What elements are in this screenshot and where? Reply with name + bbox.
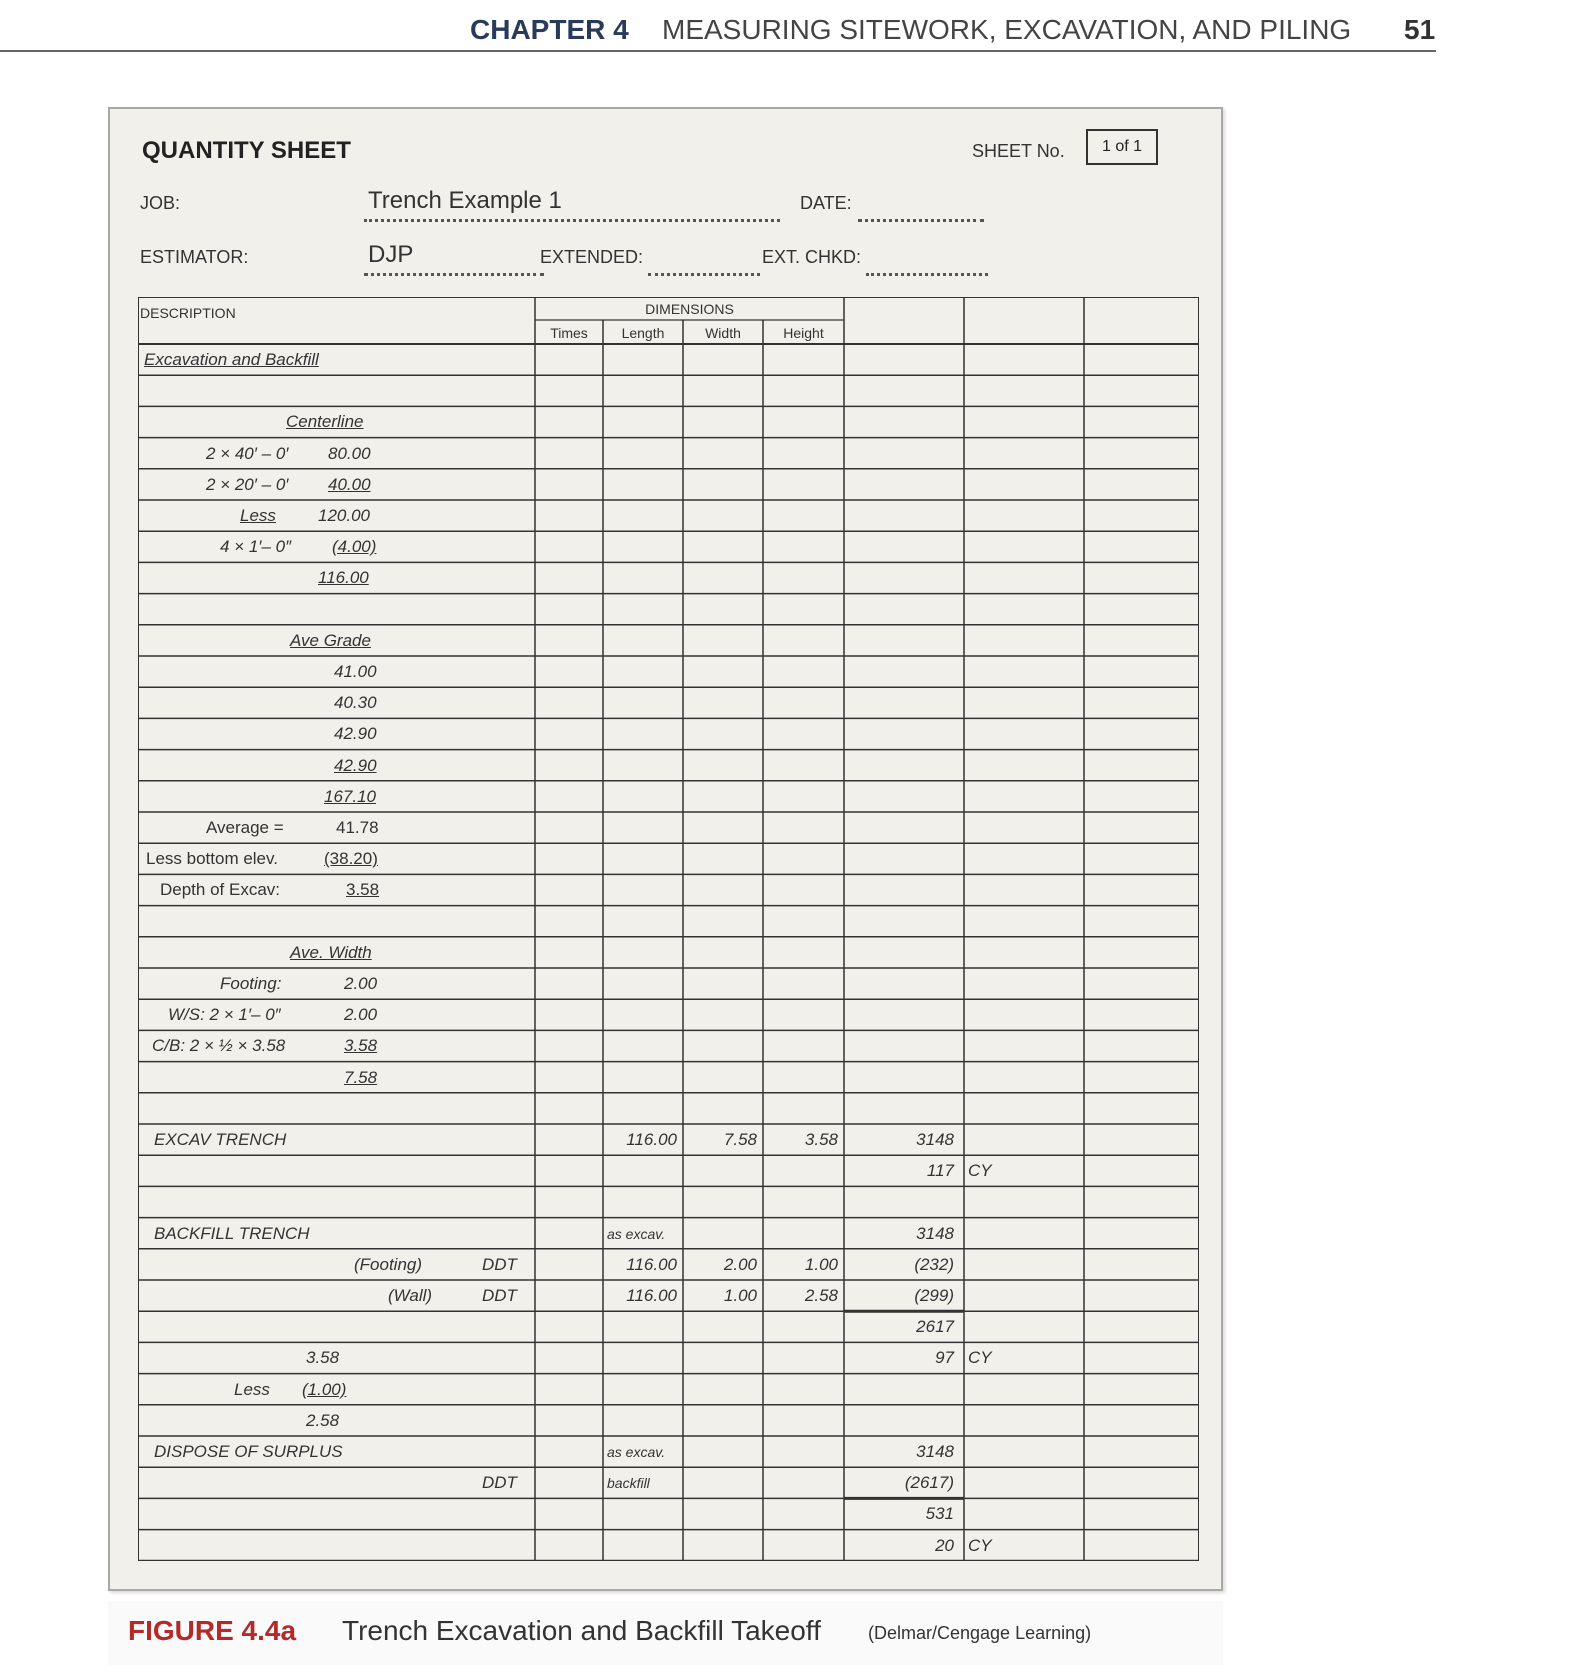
sheet-no-box: 1 of 1 — [1086, 129, 1158, 165]
chapter-title: MEASURING SITEWORK, EXCAVATION, AND PILING — [662, 14, 1352, 45]
description-text: Less bottom elev. — [146, 849, 278, 869]
description-text: Less — [240, 506, 276, 525]
sheet-title: QUANTITY SHEET — [142, 137, 351, 164]
description-text: 42.90 — [334, 755, 377, 775]
unit-value: CY — [968, 1161, 992, 1181]
unit-value: CY — [968, 1535, 992, 1555]
figure-label: FIGURE 4.4a — [128, 1615, 297, 1646]
description-text: Excavation and Backfill — [144, 350, 319, 369]
table-grid-lines — [138, 297, 1199, 1561]
header-description: DESCRIPTION — [140, 305, 236, 321]
quantity-value: (2617) — [904, 1473, 954, 1493]
dimension-height-value: 2.58 — [804, 1286, 838, 1305]
quantity-table — [138, 297, 1199, 1573]
description-text: 120.00 — [318, 506, 370, 525]
description-text: 2.00 — [344, 1005, 378, 1025]
dimension-length-value: backfill — [607, 1475, 650, 1492]
description-text: Centerline — [286, 412, 364, 432]
dimension-length-value: 116.00 — [626, 1254, 677, 1274]
quantity-value: 20 — [935, 1535, 954, 1555]
description-text: Ave. Width — [290, 942, 372, 962]
description-text: (1.00) — [302, 1379, 347, 1399]
description-text: EXCAV TRENCH — [154, 1130, 287, 1149]
figure-credit: (Delmar/Cengage Learning) — [868, 1623, 1092, 1643]
header-length: Length — [621, 325, 665, 341]
quantity-value: 97 — [935, 1348, 954, 1368]
estimator-line — [364, 273, 544, 276]
job-label: JOB: — [140, 193, 181, 213]
dimension-length-value: 116.00 — [626, 1130, 677, 1149]
quantity-value: 2617 — [916, 1317, 954, 1337]
extended-line — [648, 273, 760, 276]
dimension-height-value: 3.58 — [804, 1130, 838, 1149]
description-text: 80.00 — [328, 443, 371, 463]
ext-chkd-label: EXT. CHKD: — [762, 247, 862, 267]
quantity-value: (232) — [914, 1254, 954, 1274]
unit-value: CY — [968, 1348, 992, 1368]
job-value: Trench Example 1 — [368, 187, 562, 214]
quantity-value: (299) — [914, 1286, 954, 1305]
header-height: Height — [783, 325, 824, 341]
description-text: DISPOSE OF SURPLUS — [154, 1442, 343, 1461]
description-text: Depth of Excav: — [160, 880, 281, 900]
description-text: 2 × 40′ – 0′ — [206, 443, 289, 463]
ext-chkd-line — [866, 273, 988, 276]
description-text: W/S: 2 × 1′– 0″ — [168, 1005, 281, 1025]
figure-title: Trench Excavation and Backfill Takeoff — [342, 1615, 821, 1646]
description-text: 3.58 — [306, 1348, 340, 1368]
description-text: 40.00 — [328, 474, 371, 494]
page-number: 51 — [1404, 14, 1436, 45]
dimension-width-value: 2.00 — [723, 1254, 757, 1274]
description-text: Average = — [206, 818, 284, 837]
description-text: 42.90 — [334, 724, 377, 744]
description-text: DDT — [482, 1286, 517, 1305]
header-width: Width — [705, 325, 741, 341]
date-line — [858, 219, 984, 222]
description-text: 2.00 — [344, 974, 378, 993]
quantity-value: 3148 — [916, 1130, 954, 1149]
dimension-width-value: 7.58 — [723, 1130, 757, 1149]
header-times: Times — [550, 325, 588, 341]
description-text: Footing: — [220, 974, 282, 993]
description-text: 41.00 — [334, 662, 377, 681]
header-dimensions: DIMENSIONS — [645, 301, 734, 317]
description-text: (38.20) — [324, 849, 378, 869]
description-text: Less — [234, 1379, 270, 1399]
dimension-length-value: as excav. — [607, 1444, 666, 1460]
description-text: DDT — [482, 1254, 517, 1274]
extended-label: EXTENDED: — [540, 247, 644, 267]
sheet-no-label: SHEET No. — [972, 141, 1065, 161]
quantity-value: 3148 — [916, 1442, 954, 1461]
figure-caption — [108, 1601, 1223, 1665]
description-text: (Wall) — [388, 1286, 433, 1305]
description-text: 3.58 — [344, 1036, 378, 1056]
description-text: DDT — [482, 1473, 517, 1493]
dimension-length-value: 116.00 — [626, 1286, 677, 1305]
estimator-label: ESTIMATOR: — [140, 247, 249, 267]
chapter-label: CHAPTER 4 — [470, 14, 629, 45]
date-label: DATE: — [800, 193, 852, 213]
dimension-height-value: 1.00 — [804, 1254, 838, 1274]
page-header — [0, 0, 1436, 52]
quantity-value: 531 — [925, 1504, 954, 1524]
description-text: 40.30 — [334, 693, 377, 713]
quantity-value: 3148 — [916, 1223, 954, 1243]
description-text: (Footing) — [354, 1254, 423, 1274]
description-text: 41.78 — [336, 818, 379, 837]
description-text: BACKFILL TRENCH — [154, 1223, 310, 1243]
description-text: 167.10 — [324, 786, 376, 806]
description-text: 3.58 — [346, 880, 380, 900]
estimator-value: DJP — [368, 241, 414, 268]
description-text: C/B: 2 × ½ × 3.58 — [152, 1036, 286, 1056]
description-text: 116.00 — [318, 568, 369, 588]
dimension-width-value: 1.00 — [723, 1286, 757, 1305]
job-line — [364, 219, 780, 222]
description-text: 2.58 — [306, 1410, 340, 1430]
dimension-length-value: as excav. — [607, 1225, 666, 1242]
description-text: Ave Grade — [290, 630, 371, 650]
description-text: 2 × 20′ – 0′ — [206, 474, 289, 494]
description-text: 4 × 1′– 0″ — [220, 537, 292, 557]
description-text: (4.00) — [332, 537, 377, 557]
description-text: 7.58 — [344, 1067, 378, 1087]
quantity-value: 117 — [926, 1161, 954, 1181]
quantity-sheet — [108, 107, 1223, 1591]
